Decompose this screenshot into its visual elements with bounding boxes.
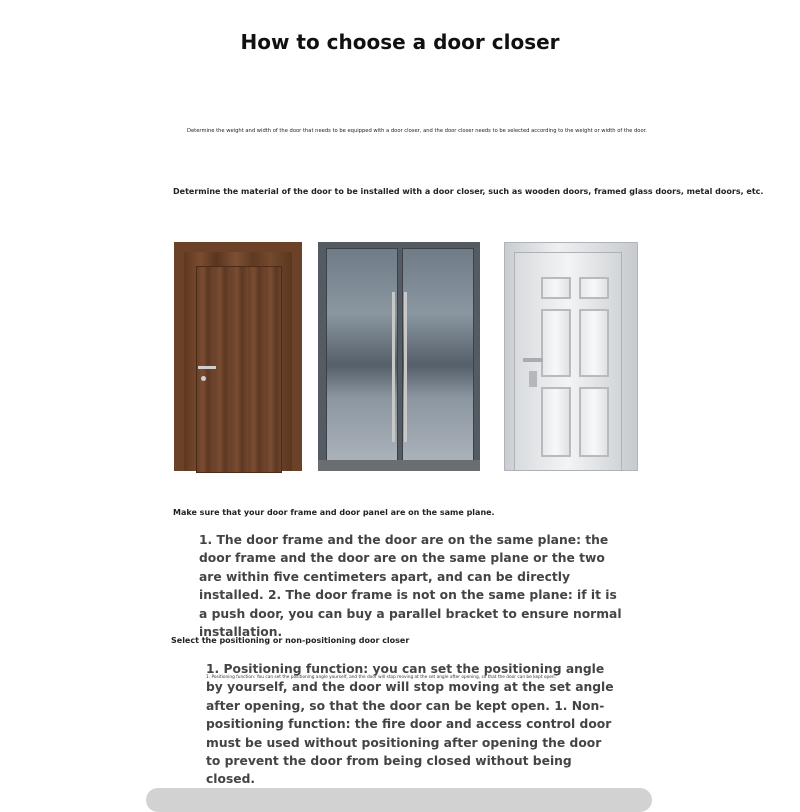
bottom-scroll-bar[interactable] — [146, 788, 652, 812]
material-heading: Determine the material of the door to be installed with a door closer, such as wooden doors, framed glass doors, metal doors, etc. — [173, 187, 764, 196]
positioning-heading: Select the positioning or non-positioning door closer — [171, 636, 410, 645]
plane-heading: Make sure that your door frame and door panel are on the same plane. — [173, 508, 495, 517]
intro-weight-width-text: Determine the weight and width of the door that needs to be equipped with a door closer, and the door closer needs to be selected according to the weight or width of the door. — [187, 128, 647, 134]
positioning-overlay-text: 1. Positioning function: You can set the positioning angle yourself, and the door will stop moving at the set angle after opening, so that the door can be kept open. — [206, 675, 557, 680]
page-title: How to choose a door closer — [240, 30, 560, 54]
metal-door-image — [504, 242, 638, 471]
wooden-door-image — [174, 242, 302, 471]
glass-door-image — [318, 242, 480, 471]
positioning-body-text: 1. Positioning function: you can set the positioning angle by yourself, and the door will stop moving at the set angle after opening, so that the door can be kept open. 1. Non-positioning function: the fire door and access control door must be used without positioning after opening the door to prevent the door from being closed without being closed. — [206, 662, 614, 787]
plane-body-text: 1. The door frame and the door are on the same plane: the door frame and the door are on the same plane or the two are within five centimeters apart, and can be directly installed. 2. The door frame is not on the same plane: if it is a push door, you can buy a parallel bracket to ensure normal installation. — [199, 533, 622, 640]
